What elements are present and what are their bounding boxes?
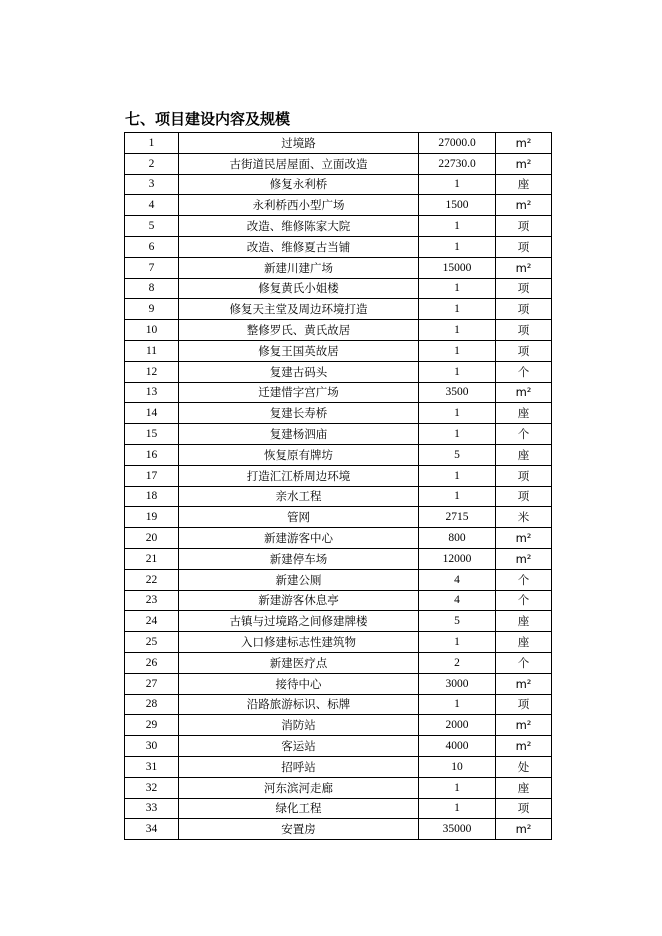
item-unit: 座 (496, 777, 552, 798)
item-quantity: 3000 (419, 673, 496, 694)
item-unit: m² (496, 548, 552, 569)
row-number: 26 (125, 652, 179, 673)
item-name: 新建公厕 (179, 569, 419, 590)
item-name: 古镇与过境路之间修建牌楼 (179, 611, 419, 632)
item-quantity: 1 (419, 424, 496, 445)
item-unit: 座 (496, 403, 552, 424)
row-number: 23 (125, 590, 179, 611)
section-title: 七、项目建设内容及规模 (125, 110, 291, 128)
table-row (125, 195, 552, 216)
item-quantity: 35000 (419, 819, 496, 840)
item-quantity: 1 (419, 403, 496, 424)
table-row (125, 361, 552, 382)
item-name: 消防站 (179, 715, 419, 736)
item-unit: 项 (496, 278, 552, 299)
item-name: 亲水工程 (179, 486, 419, 507)
item-unit: m² (496, 133, 552, 154)
project-table-body (125, 133, 552, 840)
row-number: 2 (125, 153, 179, 174)
row-number: 29 (125, 715, 179, 736)
table-row (125, 174, 552, 195)
item-unit: 个 (496, 424, 552, 445)
item-unit: m² (496, 528, 552, 549)
table-row (125, 756, 552, 777)
row-number: 34 (125, 819, 179, 840)
item-quantity: 1 (419, 299, 496, 320)
item-name: 新建游客休息亭 (179, 590, 419, 611)
row-number: 31 (125, 756, 179, 777)
item-quantity: 1 (419, 486, 496, 507)
item-quantity: 1 (419, 216, 496, 237)
table-row (125, 299, 552, 320)
item-name: 入口修建标志性建筑物 (179, 632, 419, 653)
item-quantity: 1 (419, 777, 496, 798)
table-row (125, 216, 552, 237)
item-name: 复建长寿桥 (179, 403, 419, 424)
item-quantity: 5 (419, 611, 496, 632)
item-quantity: 27000.0 (419, 133, 496, 154)
table-row (125, 133, 552, 154)
item-name: 修复天主堂及周边环境打造 (179, 299, 419, 320)
table-row (125, 257, 552, 278)
item-name: 迁建惜字宫广场 (179, 382, 419, 403)
item-unit: m² (496, 257, 552, 278)
row-number: 15 (125, 424, 179, 445)
item-quantity: 1 (419, 694, 496, 715)
item-unit: m² (496, 153, 552, 174)
row-number: 27 (125, 673, 179, 694)
row-number: 13 (125, 382, 179, 403)
table-row (125, 486, 552, 507)
item-quantity: 12000 (419, 548, 496, 569)
row-number: 30 (125, 736, 179, 757)
table-row (125, 736, 552, 757)
row-number: 5 (125, 216, 179, 237)
item-unit: 项 (496, 465, 552, 486)
table-row (125, 673, 552, 694)
row-number: 20 (125, 528, 179, 549)
row-number: 33 (125, 798, 179, 819)
row-number: 22 (125, 569, 179, 590)
item-unit: 项 (496, 320, 552, 341)
item-quantity: 10 (419, 756, 496, 777)
table-row (125, 403, 552, 424)
table-row (125, 569, 552, 590)
row-number: 8 (125, 278, 179, 299)
item-unit: 项 (496, 798, 552, 819)
item-quantity: 5 (419, 444, 496, 465)
item-unit: m² (496, 673, 552, 694)
row-number: 24 (125, 611, 179, 632)
item-quantity: 15000 (419, 257, 496, 278)
row-number: 12 (125, 361, 179, 382)
item-name: 新建川建广场 (179, 257, 419, 278)
item-quantity: 800 (419, 528, 496, 549)
item-quantity: 1 (419, 798, 496, 819)
table-row (125, 278, 552, 299)
item-quantity: 1 (419, 174, 496, 195)
item-unit: 项 (496, 299, 552, 320)
item-unit: 项 (496, 236, 552, 257)
row-number: 16 (125, 444, 179, 465)
row-number: 32 (125, 777, 179, 798)
item-quantity: 4 (419, 590, 496, 611)
item-quantity: 1 (419, 632, 496, 653)
item-quantity: 2715 (419, 507, 496, 528)
row-number: 1 (125, 133, 179, 154)
row-number: 14 (125, 403, 179, 424)
table-row (125, 632, 552, 653)
item-quantity: 4 (419, 569, 496, 590)
table-row (125, 715, 552, 736)
item-quantity: 2000 (419, 715, 496, 736)
item-quantity: 3500 (419, 382, 496, 403)
item-name: 修复永利桥 (179, 174, 419, 195)
item-unit: 项 (496, 216, 552, 237)
row-number: 18 (125, 486, 179, 507)
item-name: 招呼站 (179, 756, 419, 777)
item-quantity: 1 (419, 340, 496, 361)
item-name: 复建古码头 (179, 361, 419, 382)
item-name: 永利桥西小型广场 (179, 195, 419, 216)
item-quantity: 1500 (419, 195, 496, 216)
item-name: 绿化工程 (179, 798, 419, 819)
item-unit: 个 (496, 361, 552, 382)
item-unit: 座 (496, 611, 552, 632)
row-number: 6 (125, 236, 179, 257)
table-row (125, 548, 552, 569)
item-name: 修复王国英故居 (179, 340, 419, 361)
item-unit: m² (496, 382, 552, 403)
item-name: 新建停车场 (179, 548, 419, 569)
item-name: 整修罗氏、黄氏故居 (179, 320, 419, 341)
item-unit: 个 (496, 569, 552, 590)
item-quantity: 1 (419, 278, 496, 299)
table-row (125, 340, 552, 361)
item-unit: 项 (496, 694, 552, 715)
item-unit: 座 (496, 444, 552, 465)
item-name: 改造、维修夏古当铺 (179, 236, 419, 257)
item-unit: 座 (496, 174, 552, 195)
item-name: 打造汇江桥周边环境 (179, 465, 419, 486)
project-table (124, 132, 552, 840)
table-row (125, 153, 552, 174)
item-name: 沿路旅游标识、标牌 (179, 694, 419, 715)
row-number: 9 (125, 299, 179, 320)
item-name: 过境路 (179, 133, 419, 154)
table-row (125, 382, 552, 403)
table-row (125, 444, 552, 465)
item-unit: m² (496, 195, 552, 216)
item-unit: 处 (496, 756, 552, 777)
item-quantity: 1 (419, 236, 496, 257)
item-name: 新建医疗点 (179, 652, 419, 673)
table-row (125, 507, 552, 528)
table-row (125, 694, 552, 715)
item-quantity: 22730.0 (419, 153, 496, 174)
row-number: 10 (125, 320, 179, 341)
item-unit: m² (496, 715, 552, 736)
row-number: 17 (125, 465, 179, 486)
table-row (125, 611, 552, 632)
item-name: 河东滨河走廊 (179, 777, 419, 798)
item-quantity: 2 (419, 652, 496, 673)
row-number: 3 (125, 174, 179, 195)
table-row (125, 798, 552, 819)
item-unit: 座 (496, 632, 552, 653)
table-row (125, 236, 552, 257)
table-row (125, 652, 552, 673)
item-unit: 米 (496, 507, 552, 528)
item-unit: 个 (496, 590, 552, 611)
table-row (125, 528, 552, 549)
table-row (125, 465, 552, 486)
item-quantity: 1 (419, 320, 496, 341)
item-name: 复建杨泗庙 (179, 424, 419, 445)
table-row (125, 424, 552, 445)
item-name: 改造、维修陈家大院 (179, 216, 419, 237)
item-name: 古街道民居屋面、立面改造 (179, 153, 419, 174)
item-unit: m² (496, 819, 552, 840)
row-number: 7 (125, 257, 179, 278)
item-quantity: 4000 (419, 736, 496, 757)
item-quantity: 1 (419, 361, 496, 382)
item-name: 恢复原有牌坊 (179, 444, 419, 465)
row-number: 21 (125, 548, 179, 569)
item-unit: 个 (496, 652, 552, 673)
row-number: 19 (125, 507, 179, 528)
item-name: 安置房 (179, 819, 419, 840)
item-quantity: 1 (419, 465, 496, 486)
item-name: 新建游客中心 (179, 528, 419, 549)
table-row (125, 819, 552, 840)
item-unit: m² (496, 736, 552, 757)
table-row (125, 590, 552, 611)
item-name: 客运站 (179, 736, 419, 757)
table-row (125, 777, 552, 798)
table-row (125, 320, 552, 341)
item-unit: 项 (496, 340, 552, 361)
row-number: 4 (125, 195, 179, 216)
row-number: 11 (125, 340, 179, 361)
item-unit: 项 (496, 486, 552, 507)
row-number: 25 (125, 632, 179, 653)
item-name: 管网 (179, 507, 419, 528)
row-number: 28 (125, 694, 179, 715)
item-name: 接待中心 (179, 673, 419, 694)
item-name: 修复黄氏小姐楼 (179, 278, 419, 299)
